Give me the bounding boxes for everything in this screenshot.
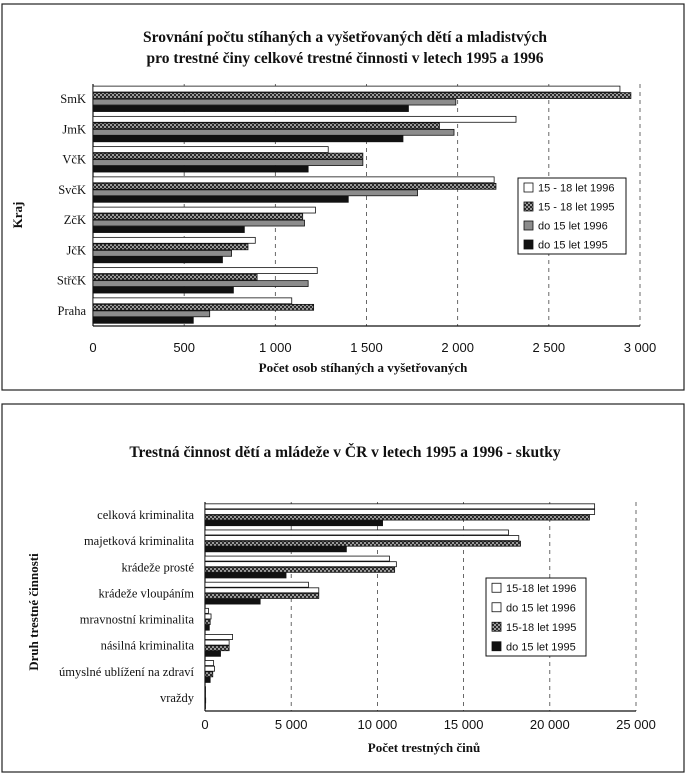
chart-2-bar [205, 573, 286, 578]
chart-2-legend-swatch [492, 622, 501, 631]
chart-1-legend-swatch [524, 202, 533, 211]
chart-1-bar [93, 190, 418, 196]
chart-1-bar [93, 237, 255, 243]
chart-2-x-axis-title: Počet trestných činů [367, 740, 481, 755]
chart-2-category-label: majetková kriminalita [83, 534, 194, 549]
chart-marks [57, 84, 656, 732]
chart-1-category-label: Praha [57, 303, 86, 318]
chart-2-bar [205, 582, 308, 587]
chart-1-bar [93, 129, 454, 135]
chart-1-bar [93, 244, 248, 250]
chart-2-x-tick-label: 15 000 [443, 717, 484, 732]
chart-1-category-label: JmK [62, 122, 86, 137]
chart-1-bar [93, 147, 328, 153]
chart-1-title-line-2: pro trestné činy celkové trestné činnosti v letech 1995 a 1996 [146, 50, 544, 67]
chart-1-bar [93, 123, 439, 129]
chart-1-category-label: SvčK [58, 182, 86, 197]
chart-1-bar [93, 220, 305, 226]
chart-1-x-axis-title: Počet osob stíhaných a vyšetřovaných [258, 360, 468, 375]
chart-2-bar [205, 547, 346, 552]
chart-1-bar [93, 281, 308, 287]
chart-2-bar [205, 666, 214, 671]
chart-2-bar [205, 698, 206, 703]
chart-2-category-label: násilná kriminalita [100, 638, 194, 653]
chart-1-legend-swatch [524, 221, 533, 230]
chart-1-bar [93, 227, 244, 233]
chart-2-bar [205, 521, 383, 526]
chart-2-legend-swatch [492, 642, 501, 651]
chart-2-bar [205, 593, 319, 598]
chart-1-legend-label: 15 - 18 let 1996 [538, 182, 615, 195]
chart-2-bar [205, 634, 233, 639]
chart-2-x-tick-label: 10 000 [357, 717, 398, 732]
chart-2-category-label: celková kriminalita [97, 508, 194, 523]
chart-2-category-label: mravnostní kriminalita [79, 612, 194, 627]
chart-2-bar [205, 687, 206, 692]
chart-1-bar [93, 196, 348, 202]
chart-2-title: Trestná činnost dětí a mládeže v ČR v letech 1995 a 1996 - skutky [129, 444, 561, 461]
chart-1-category-label: JčK [66, 243, 86, 258]
chart-2-bar [205, 625, 209, 630]
chart-1-x-tick-label: 1 500 [350, 340, 383, 355]
chart-2-plot [59, 502, 656, 732]
chart-1-bar [93, 257, 222, 263]
chart-2-category-label: krádeže vloupáním [98, 586, 194, 601]
chart-1-x-tick-label: 2 000 [441, 340, 474, 355]
chart-1-legend-label: do 15 let 1996 [538, 220, 608, 233]
chart-2-bar [205, 562, 396, 567]
chart-1-bar [93, 116, 516, 122]
chart-1-bar [93, 136, 403, 142]
chart-1-bar [93, 183, 496, 189]
chart-2-bar [205, 692, 206, 697]
chart-1-bar [93, 298, 292, 304]
chart-2-bar [205, 677, 210, 682]
chart-2-bar [205, 536, 519, 541]
chart-1-x-tick-label: 500 [173, 340, 196, 355]
chart-1-bar [93, 304, 314, 310]
chart-2-y-axis-title: Druh trestné činnosti [26, 553, 41, 671]
chart-1-bar [93, 99, 456, 105]
chart-2-bar [205, 672, 213, 677]
chart-2-x-tick-label: 0 [201, 717, 209, 732]
chart-2-legend [486, 578, 586, 656]
chart-2-bar [205, 620, 210, 625]
chart-2-legend-label: 15-18 let 1996 [506, 582, 577, 595]
chart-2-bar [205, 646, 229, 651]
chart-2-bar [205, 530, 508, 535]
chart-2-category-label: úmyslné ublížení na zdraví [58, 664, 194, 679]
chart-2-legend-label: 15-18 let 1995 [506, 621, 577, 634]
chart-1-bar [93, 160, 363, 166]
chart-2-category-label: krádeže prosté [121, 560, 194, 575]
chart-2-bar [205, 541, 520, 546]
chart-1-bar [93, 86, 620, 92]
chart-1-y-axis-title: Kraj [10, 201, 25, 229]
chart-1-legend [518, 178, 626, 254]
chart-1-bar [93, 207, 315, 213]
chart-1-bar [93, 106, 408, 112]
chart-1-bar [93, 177, 494, 183]
chart-2-bar [205, 515, 589, 520]
chart-1-plot [57, 84, 656, 355]
chart-2-bar [205, 599, 260, 604]
chart-1-bar [93, 274, 257, 280]
chart-2-bar [205, 640, 229, 645]
chart-2-legend-swatch [492, 603, 501, 612]
chart-2-bar [205, 651, 221, 656]
chart-1-category-label: StřčK [56, 273, 86, 288]
chart-2-category-label: vraždy [159, 690, 194, 705]
chart-1-bar [93, 93, 631, 99]
chart-1-legend-label: 15 - 18 let 1995 [538, 201, 615, 214]
chart-1-x-tick-label: 0 [89, 340, 97, 355]
chart-1-x-tick-label: 1 000 [259, 340, 292, 355]
chart-1-x-tick-label: 3 000 [623, 340, 657, 355]
chart-1-bar [93, 153, 363, 159]
chart-1-x-tick-label: 2 500 [532, 340, 566, 355]
chart-2-bar [205, 588, 319, 593]
chart-2-bar [205, 704, 206, 709]
chart-1-legend-swatch [524, 240, 533, 249]
chart-2-bar [205, 509, 595, 514]
chart-1-category-label: SmK [60, 92, 86, 107]
chart-2-bar [205, 608, 208, 613]
chart-1-bar [93, 268, 317, 274]
chart-2-x-tick-label: 25 000 [616, 717, 656, 732]
chart-2-x-tick-label: 5 000 [274, 717, 308, 732]
chart-2-bar [205, 556, 389, 561]
chart-1-category-label: ZčK [63, 213, 86, 228]
chart-1-bar [93, 317, 193, 323]
chart-1-bar [93, 287, 233, 293]
chart-1-title-line-1: Srovnání počtu stíhaných a vyšetřovaných dětí a mladistvých [142, 29, 548, 46]
chart-1-category-label: VčK [62, 152, 86, 167]
chart-2-bar [205, 504, 595, 509]
chart-2-x-tick-label: 20 000 [529, 717, 570, 732]
chart-2-legend-label: do 15 let 1995 [506, 641, 576, 654]
chart-1-bar [93, 214, 303, 220]
chart-1-legend-swatch [524, 183, 533, 192]
chart-1-bar [93, 250, 232, 256]
chart-1-bar [93, 166, 308, 172]
chart-1-bar [93, 311, 210, 317]
chart-2-legend-swatch [492, 583, 501, 592]
chart-2-legend-label: do 15 let 1996 [506, 602, 576, 615]
chart-2-bar [205, 661, 214, 666]
chart-2-bar [205, 567, 395, 572]
chart-1-legend-label: do 15 let 1995 [538, 239, 608, 252]
chart-2-bar [205, 614, 211, 619]
